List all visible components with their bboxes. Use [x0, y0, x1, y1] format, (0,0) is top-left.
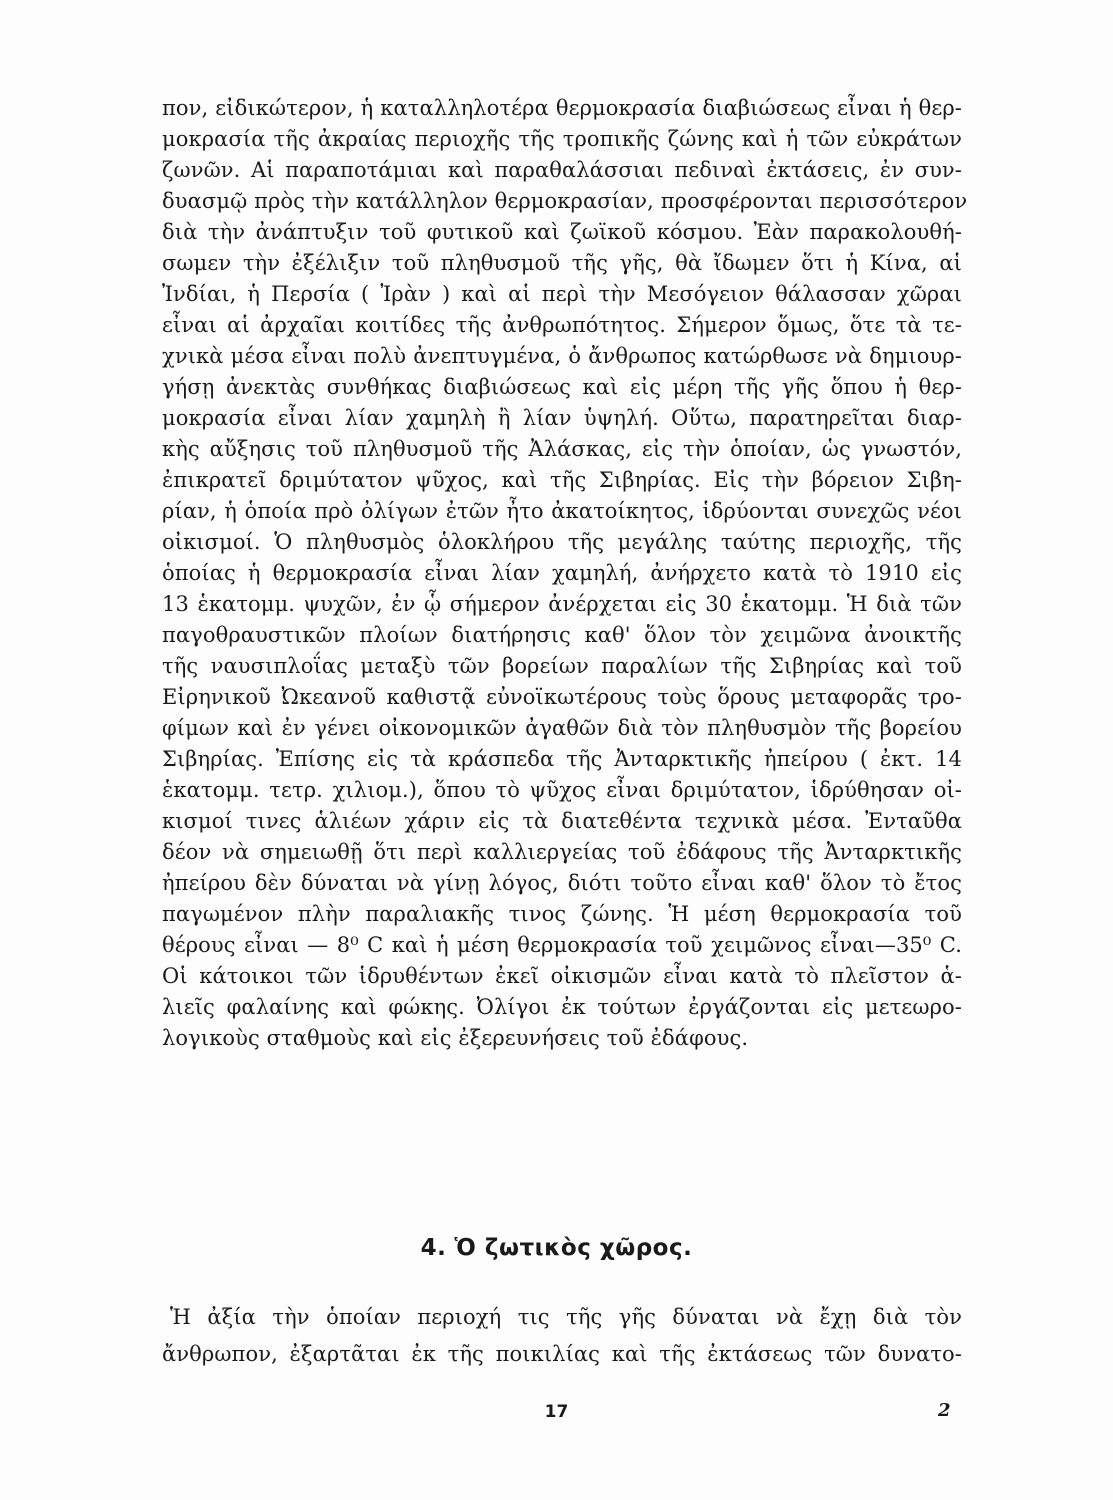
body-paragraph — [162, 93, 968, 1054]
text-line: ἐπικρατεῖ δριμύτατον ψῦχος, καὶ τῆς Σιβηρίας. Εἰς τὴν βόρειον Σιβη- — [162, 468, 962, 492]
text-line: πον, εἰδικώτερον, ἡ καταλληλοτέρα θερμοκρασία διαβιώσεως εἶναι ἡ θερ- — [162, 96, 962, 120]
page-number: 17 — [544, 1402, 569, 1422]
text-line: σωμεν τὴν ἐξέλιξιν τοῦ πληθυσμοῦ τῆς γῆς, θὰ ἴδωμεν ὅτι ἡ Κίνα, αἱ — [162, 251, 962, 275]
text-line: Εἰρηνικοῦ Ὠκεανοῦ καθιστᾷ εὐνοϊκωτέρους τοὺς ὅρους μεταφορᾶς τρο- — [162, 685, 962, 709]
text-line: οἰκισμοί. Ὁ πληθυσμὸς ὁλοκλήρου τῆς μεγάλης ταύτης περιοχῆς, τῆς — [162, 530, 962, 554]
text-line: Σιβηρίας. Ἐπίσης εἰς τὰ κράσπεδα τῆς Ἀνταρκτικῆς ἠπείρου ( ἐκτ. 14 — [162, 747, 962, 771]
text-line: Οἱ κάτοικοι τῶν ἱδρυθέντων ἐκεῖ οἰκισμῶν εἶναι κατὰ τὸ πλεῖστον ἁ- — [162, 964, 962, 988]
text-line: λιεῖς φαλαίνης καὶ φώκης. Ὀλίγοι ἐκ τούτων ἐργάζονται εἰς μετεωρο- — [162, 995, 962, 1019]
text-line: κισμοί τινες ἁλιέων χάριν εἰς τὰ διατεθέντα τεχνικὰ μέσα. Ἐνταῦθα — [162, 809, 962, 833]
section-title: Ὁ ζωτικὸς χῶρος. — [454, 1235, 693, 1261]
text-line: χνικὰ μέσα εἶναι πολὺ ἀνεπτυγμένα, ὁ ἄνθρωπος κατώρθωσε νὰ δημιουρ- — [162, 344, 962, 368]
text-line: ἠπείρου δὲν δύναται νὰ γίνῃ λόγος, διότι τοῦτο εἶναι καθ' ὅλον τὸ ἔτος — [162, 871, 962, 895]
text-line: τῆς ναυσιπλοΐας μεταξὺ τῶν βορείων παραλίων τῆς Σιβηρίας καὶ τοῦ — [162, 654, 962, 678]
text-line: ἄνθρωπον, ἐξαρτᾶται ἐκ τῆς ποικιλίας καὶ τῆς ἐκτάσεως τῶν δυνατο- — [162, 1342, 962, 1366]
section-paragraph — [162, 1299, 962, 1373]
text-line: λογικοὺς σταθμοὺς καὶ εἰς ἐξερευνήσεις τοῦ ἐδάφους. — [162, 1026, 749, 1050]
text-line: κὴς αὔξησις τοῦ πληθυσμοῦ τῆς Ἀλάσκας, εἰς τὴν ὁποίαν, ὡς γνωστόν, — [162, 437, 962, 461]
text-line: μοκρασία τῆς ἀκραίας περιοχῆς τῆς τροπικῆς ζώνης καὶ ἡ τῶν εὐκράτων — [162, 127, 962, 151]
text-line: δέον νὰ σημειωθῇ ὅτι περὶ καλλιεργείας τοῦ ἐδάφους τῆς Ἀνταρκτικῆς — [162, 840, 962, 864]
text-line: δυασμῷ πρὸς τὴν κατάλληλον θερμοκρασίαν, προσφέρονται περισσότερον — [162, 189, 968, 213]
text-line: θέρους εἶναι — 8⁰ C καὶ ἡ μέση θερμοκρασία τοῦ χειμῶνος εἶναι—35⁰ C. — [162, 933, 962, 957]
text-line: παγωμένον πλὴν παραλιακῆς τινος ζώνης. Ἡ μέση θερμοκρασία τοῦ — [162, 902, 962, 926]
text-line: ἑκατομμ. τετρ. χιλιομ.), ὅπου τὸ ψῦχος εἶναι δριμύτατον, ἱδρύθησαν οἰ- — [162, 778, 962, 802]
text-line: γήσῃ ἀνεκτὰς συνθήκας διαβιώσεως καὶ εἰς μέρη τῆς γῆς ὅπου ἡ θερ- — [162, 375, 962, 399]
section-heading — [0, 1235, 1113, 1261]
text-line: μοκρασία εἶναι λίαν χαμηλὴ ἢ λίαν ὑψηλή. Οὕτω, παρατηρεῖται διαρ- — [162, 406, 962, 430]
text-line: φίμων καὶ ἐν γένει οἰκονομικῶν ἀγαθῶν διὰ τὸν πληθυσμὸν τῆς βορείου — [162, 716, 962, 740]
text-line: ὁποίας ἡ θερμοκρασία εἶναι λίαν χαμηλή, ἀνήρχετο κατὰ τὸ 1910 εἰς — [162, 561, 962, 585]
text-line: 13 ἑκατομμ. ψυχῶν, ἐν ᾧ σήμερον ἀνέρχεται εἰς 30 ἑκατομμ. Ἡ διὰ τῶν — [162, 592, 962, 616]
text-line: διὰ τὴν ἀνάπτυξιν τοῦ φυτικοῦ καὶ ζωϊκοῦ κόσμου. Ἐὰν παρακολουθή- — [162, 220, 962, 244]
signature-mark: 2 — [938, 1400, 951, 1421]
text-line: Ἡ ἀξία τὴν ὁποίαν περιοχή τις τῆς γῆς δύναται νὰ ἔχῃ διὰ τὸν — [170, 1305, 962, 1329]
text-line: Ἰνδίαι, ἡ Περσία ( Ἰρὰν ) καὶ αἱ περὶ τὴν Μεσόγειον θάλασσαν χῶραι — [162, 282, 962, 306]
section-number: 4. — [420, 1235, 447, 1261]
text-line: ρίαν, ἡ ὁποία πρὸ ὀλίγων ἐτῶν ἦτο ἀκατοίκητος, ἱδρύονται συνεχῶς νέοι — [162, 499, 962, 523]
text-line: ζωνῶν. Αἱ παραποτάμιαι καὶ παραθαλάσσιαι πεδιναὶ ἐκτάσεις, ἐν συν- — [162, 158, 962, 182]
text-line: εἶναι αἱ ἀρχαῖαι κοιτίδες τῆς ἀνθρωπότητος. Σήμερον ὅμως, ὅτε τὰ τε- — [162, 313, 962, 337]
text-line: παγοθραυστικῶν πλοίων διατήρησις καθ' ὅλον τὸν χειμῶνα ἀνοικτῆς — [162, 623, 962, 647]
